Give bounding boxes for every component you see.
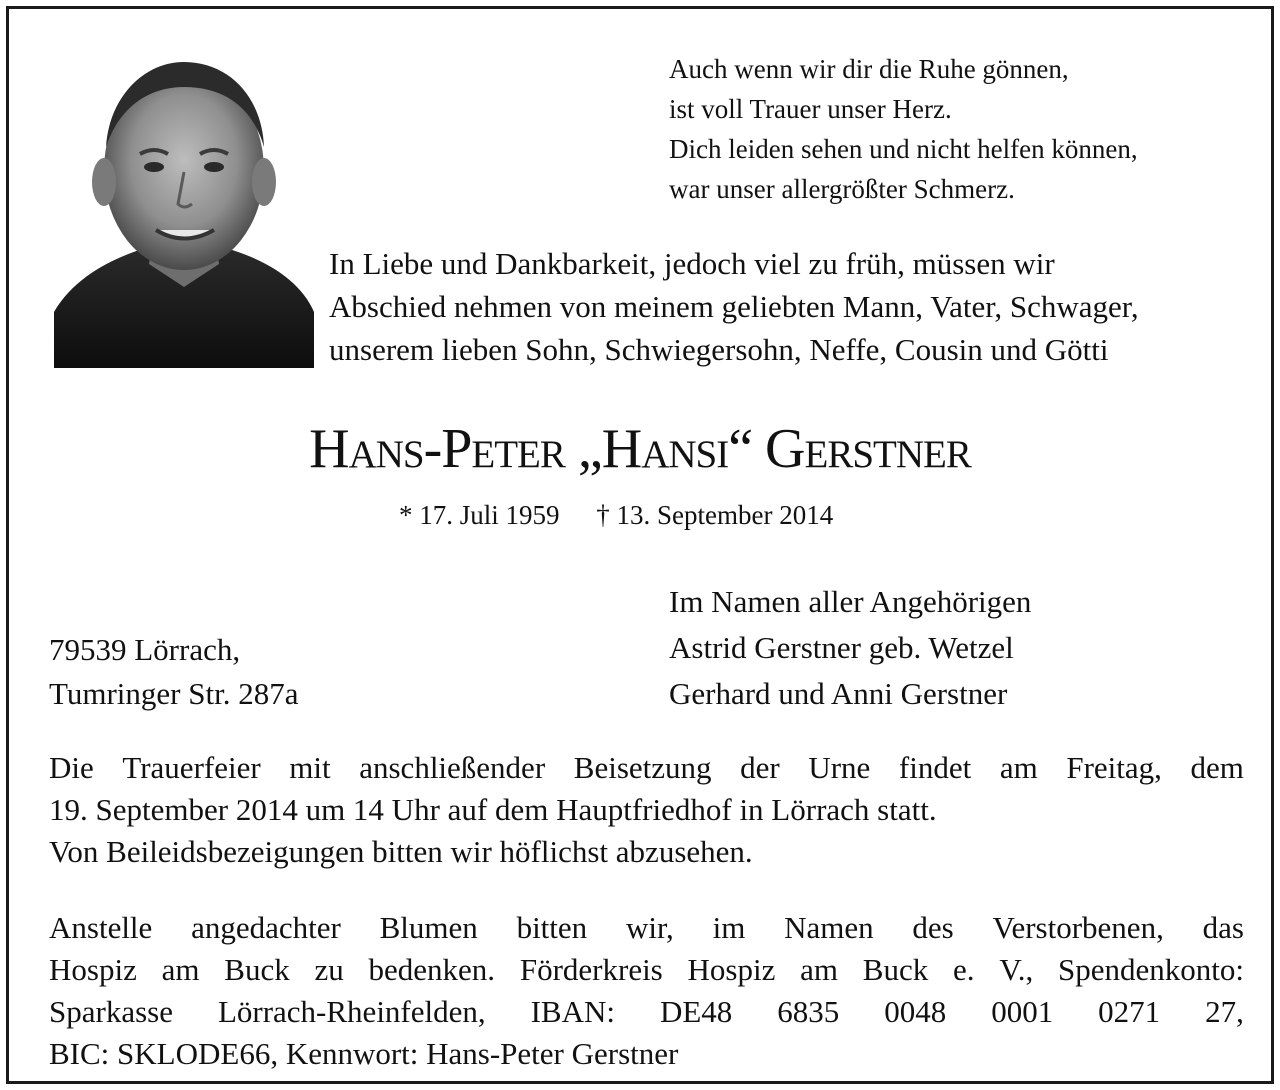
word: Die [49, 750, 94, 785]
word: 6835 [777, 994, 840, 1029]
word: Lörrach-Rheinfelden, [217, 994, 486, 1029]
address-city: 79539 Lörrach, [49, 632, 241, 667]
word: Namen [784, 910, 874, 945]
word: bitten [516, 910, 588, 945]
word: Blumen [379, 910, 478, 945]
poem-line: war unser allergrößter Schmerz. [669, 174, 1015, 204]
word: Hospiz [687, 952, 776, 987]
word: Trauerfeier [122, 750, 261, 785]
life-dates [399, 495, 833, 535]
word: 0271 [1098, 994, 1161, 1029]
word: Hospiz [49, 952, 137, 987]
word: V., [999, 952, 1034, 987]
word: Urne [808, 750, 871, 785]
word: Buck [862, 952, 929, 987]
donation-notice [49, 907, 1244, 1075]
portrait-photo [54, 42, 314, 368]
birth-date: * 17. Juli 1959 [399, 500, 560, 530]
intro-text [329, 242, 1139, 371]
funeral-line-1 [49, 747, 1244, 789]
funeral-notice [49, 747, 1244, 873]
word: IBAN: [530, 994, 615, 1029]
poem-line: ist voll Trauer unser Herz. [669, 94, 952, 124]
family-signature [669, 579, 1031, 717]
donation-line-1 [49, 907, 1244, 949]
poem [669, 49, 1138, 209]
address [49, 628, 298, 716]
word: Verstorbenen, [992, 910, 1164, 945]
word: DE48 [659, 994, 733, 1029]
word: der [740, 750, 780, 785]
donation-line-2 [49, 949, 1244, 991]
funeral-line-3: Von Beileidsbezeigungen bitten wir höflichst abzusehen. [49, 834, 753, 869]
family-member: Astrid Gerstner geb. Wetzel [669, 630, 1014, 665]
word: am [161, 952, 200, 987]
word: Spendenkonto: [1058, 952, 1244, 987]
word: bedenken. [368, 952, 496, 987]
word: im [712, 910, 746, 945]
deceased-name: Hans-Peter „Hansi“ Gerstner [309, 418, 971, 480]
word: Förderkreis [519, 952, 663, 987]
word: dem [1190, 750, 1244, 785]
family-member: Gerhard und Anni Gerstner [669, 676, 1008, 711]
address-street: Tumringer Str. 287a [49, 676, 299, 711]
word: wir, [625, 910, 674, 945]
word: Buck [224, 952, 290, 987]
word: mit [289, 750, 331, 785]
word: anschließender [359, 750, 546, 785]
poem-line: Dich leiden sehen und nicht helfen können, [669, 134, 1138, 164]
family-heading: Im Namen aller Angehörigen [669, 584, 1032, 619]
intro-line: In Liebe und Dankbarkeit, jedoch viel zu früh, müssen wir [329, 246, 1055, 281]
word: 27, [1205, 994, 1244, 1029]
word: Anstelle [49, 910, 153, 945]
word: Beisetzung [573, 750, 712, 785]
word: des [912, 910, 954, 945]
obituary-frame [6, 6, 1274, 1084]
word: Sparkasse [49, 994, 173, 1029]
word: am [999, 750, 1038, 785]
word: das [1202, 910, 1244, 945]
poem-line: Auch wenn wir dir die Ruhe gönnen, [669, 54, 1069, 84]
funeral-line-2: 19. September 2014 um 14 Uhr auf dem Hauptfriedhof in Lörrach statt. [49, 792, 937, 827]
word: Freitag, [1066, 750, 1162, 785]
intro-line: Abschied nehmen von meinem geliebten Mann, Vater, Schwager, [329, 289, 1139, 324]
word: findet [898, 750, 972, 785]
word: 0048 [884, 994, 947, 1029]
word: 0001 [991, 994, 1054, 1029]
donation-line-4: BIC: SKLODE66, Kennwort: Hans-Peter Gerstner [49, 1036, 679, 1071]
death-date: † 13. September 2014 [596, 500, 834, 530]
word: e. [953, 952, 975, 987]
word: zu [314, 952, 344, 987]
word: angedachter [191, 910, 341, 945]
word: am [800, 952, 839, 987]
donation-line-3 [49, 991, 1244, 1033]
intro-line: unserem lieben Sohn, Schwiegersohn, Neffe, Cousin und Götti [329, 332, 1109, 367]
